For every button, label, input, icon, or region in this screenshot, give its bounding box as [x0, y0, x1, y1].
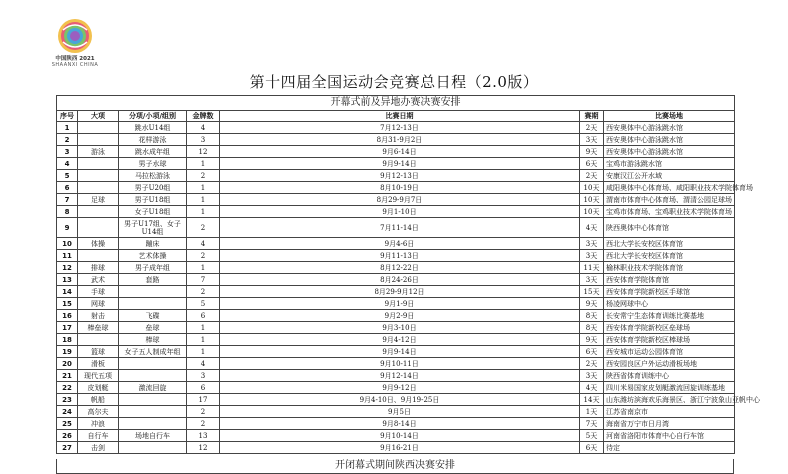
- cell-category: 体操: [78, 238, 119, 250]
- cell-category: 帆船: [78, 394, 119, 406]
- table-header-row: [57, 111, 735, 122]
- cell-venue: 西安城市运动公园体育馆: [604, 346, 735, 358]
- cell-dates: 7月11-14日: [220, 218, 580, 238]
- cell-days: 9天: [580, 146, 604, 158]
- cell-sub: 男子水球: [119, 158, 187, 170]
- table-row: [57, 194, 735, 206]
- cell-dates: 9月9-12日: [220, 382, 580, 394]
- cell-dates: 8月10-19日: [220, 182, 580, 194]
- header-dates: 比赛日期: [220, 111, 580, 122]
- cell-dates: 9月9-14日: [220, 346, 580, 358]
- cell-dates: 9月10-14日: [220, 430, 580, 442]
- cell-venue: 长安常宁生态体育训练比赛基地: [604, 310, 735, 322]
- cell-days: 6天: [580, 442, 604, 454]
- cell-dates: 9月16-21日: [220, 442, 580, 454]
- cell-no: 27: [57, 442, 78, 454]
- section-top-heading: 开幕式前及异地办赛决赛安排: [57, 96, 735, 111]
- cell-days: 2天: [580, 122, 604, 134]
- cell-days: 7天: [580, 418, 604, 430]
- cell-dates: 9月4-6日: [220, 238, 580, 250]
- cell-no: 3: [57, 146, 78, 158]
- cell-category: 手球: [78, 286, 119, 298]
- cell-venue: 四川米易国家皮划艇激流回旋训练基地: [604, 382, 735, 394]
- cell-category: [78, 218, 119, 238]
- cell-days: 10天: [580, 206, 604, 218]
- header-no: 序号: [57, 111, 78, 122]
- cell-sub: 蹦床: [119, 238, 187, 250]
- cell-no: 11: [57, 250, 78, 262]
- table-row: [57, 122, 735, 134]
- cell-dates: 8月24-26日: [220, 274, 580, 286]
- cell-venue: 渭南市体育中心体育场、渭清公园足球场: [604, 194, 735, 206]
- cell-category: 足球: [78, 194, 119, 206]
- cell-dates: 9月1-9日: [220, 298, 580, 310]
- table-row: [57, 346, 735, 358]
- cell-no: 7: [57, 194, 78, 206]
- table-row: [57, 182, 735, 194]
- cell-medals: 13: [187, 430, 220, 442]
- cell-no: 25: [57, 418, 78, 430]
- cell-days: 3天: [580, 250, 604, 262]
- cell-medals: 7: [187, 274, 220, 286]
- cell-venue: 待定: [604, 442, 735, 454]
- cell-days: 1天: [580, 406, 604, 418]
- cell-category: 滑板: [78, 358, 119, 370]
- cell-category: [78, 182, 119, 194]
- cell-dates: 9月9-14日: [220, 158, 580, 170]
- cell-no: 19: [57, 346, 78, 358]
- cell-medals: 2: [187, 170, 220, 182]
- cell-category: 自行车: [78, 430, 119, 442]
- cell-medals: 12: [187, 146, 220, 158]
- cell-no: 6: [57, 182, 78, 194]
- cell-days: 10天: [580, 182, 604, 194]
- cell-no: 23: [57, 394, 78, 406]
- table-row: [57, 170, 735, 182]
- table-row: [57, 218, 735, 238]
- cell-sub: 男子U17组、女子U14组: [119, 218, 187, 238]
- cell-sub: 棒球: [119, 334, 187, 346]
- cell-days: 4天: [580, 218, 604, 238]
- table-body: [57, 122, 760, 454]
- logo-line2: SHAANXI CHINA: [51, 62, 99, 68]
- cell-medals: 4: [187, 358, 220, 370]
- table-row: [57, 406, 735, 418]
- header-medals: 金牌数: [187, 111, 220, 122]
- table-row: [57, 238, 735, 250]
- cell-days: 3天: [580, 238, 604, 250]
- cell-no: 1: [57, 122, 78, 134]
- table-row: [57, 310, 735, 322]
- cell-medals: 5: [187, 298, 220, 310]
- cell-no: 15: [57, 298, 78, 310]
- schedule-sheet: [56, 95, 760, 454]
- cell-days: 3天: [580, 134, 604, 146]
- cell-sub: [119, 406, 187, 418]
- cell-category: [78, 134, 119, 146]
- cell-no: 16: [57, 310, 78, 322]
- cell-venue: 杨凌网球中心: [604, 298, 735, 310]
- games-logo: [48, 16, 102, 74]
- cell-no: 24: [57, 406, 78, 418]
- cell-venue: 宝鸡市游泳跳水馆: [604, 158, 735, 170]
- cell-medals: 3: [187, 134, 220, 146]
- cell-days: 10天: [580, 194, 604, 206]
- table-row: [57, 146, 735, 158]
- cell-days: 2天: [580, 358, 604, 370]
- cell-category: [78, 158, 119, 170]
- cell-sub: 垒球: [119, 322, 187, 334]
- cell-venue: 陕西奥体中心体育馆: [604, 218, 735, 238]
- cell-days: 8天: [580, 322, 604, 334]
- cell-no: 8: [57, 206, 78, 218]
- cell-venue: 安康汉江公开水域: [604, 170, 735, 182]
- cell-medals: 1: [187, 262, 220, 274]
- table-row: [57, 358, 735, 370]
- cell-medals: 1: [187, 194, 220, 206]
- cell-no: 2: [57, 134, 78, 146]
- cell-venue: 陕西省体育训练中心: [604, 370, 735, 382]
- cell-category: 射击: [78, 310, 119, 322]
- cell-dates: 9月12-14日: [220, 370, 580, 382]
- cell-category: [78, 170, 119, 182]
- cell-venue: 河南省洛阳市体育中心自行车馆: [604, 430, 735, 442]
- cell-sub: [119, 442, 187, 454]
- cell-days: 4天: [580, 382, 604, 394]
- cell-sub: 艺术体操: [119, 250, 187, 262]
- cell-category: 高尔夫: [78, 406, 119, 418]
- cell-medals: 1: [187, 346, 220, 358]
- cell-venue: 西安体育学院新校区手球馆: [604, 286, 735, 298]
- table-row: [57, 206, 735, 218]
- cell-venue: 西安奥体中心游泳跳水馆: [604, 122, 735, 134]
- cell-no: 22: [57, 382, 78, 394]
- section-bottom-heading: 开闭幕式期间陕西决赛安排: [56, 459, 734, 474]
- cell-dates: 9月5日: [220, 406, 580, 418]
- table-row: [57, 250, 735, 262]
- table-row: [57, 382, 735, 394]
- cell-venue: 西安奥体中心游泳跳水馆: [604, 134, 735, 146]
- cell-sub: 跳水成年组: [119, 146, 187, 158]
- cell-medals: 4: [187, 122, 220, 134]
- header-days: 赛期: [580, 111, 604, 122]
- cell-medals: 2: [187, 406, 220, 418]
- cell-dates: 8月29-9月12日: [220, 286, 580, 298]
- header-sub: 分项/小项/组别: [119, 111, 187, 122]
- cell-medals: 1: [187, 182, 220, 194]
- table-row: [57, 298, 735, 310]
- cell-dates: 9月10-11日: [220, 358, 580, 370]
- cell-venue: 海南省万宁市日月湾: [604, 418, 735, 430]
- cell-category: 击剑: [78, 442, 119, 454]
- table-row: [57, 322, 735, 334]
- cell-category: [78, 334, 119, 346]
- cell-no: 17: [57, 322, 78, 334]
- cell-medals: 1: [187, 334, 220, 346]
- cell-dates: 9月4-12日: [220, 334, 580, 346]
- cell-venue: 西安园良区户外运动滑板场地: [604, 358, 735, 370]
- cell-no: 20: [57, 358, 78, 370]
- cell-days: 11天: [580, 262, 604, 274]
- cell-medals: 2: [187, 218, 220, 238]
- cell-dates: 8月29-9月7日: [220, 194, 580, 206]
- cell-venue: 榆林职业技术学院体育馆: [604, 262, 735, 274]
- cell-dates: 9月2-9日: [220, 310, 580, 322]
- header-venue: 比赛场地: [604, 111, 735, 122]
- cell-no: 10: [57, 238, 78, 250]
- cell-dates: 9月1-10日: [220, 206, 580, 218]
- cell-dates: 7月12-13日: [220, 122, 580, 134]
- cell-category: 现代五项: [78, 370, 119, 382]
- cell-category: 排球: [78, 262, 119, 274]
- cell-venue: 西北大学长安校区体育馆: [604, 238, 735, 250]
- cell-venue: 西安奥体中心游泳跳水馆: [604, 146, 735, 158]
- cell-sub: 飞碟: [119, 310, 187, 322]
- table-row: [57, 394, 735, 406]
- cell-no: 13: [57, 274, 78, 286]
- cell-venue: 江苏省南京市: [604, 406, 735, 418]
- cell-sub: 男子U20组: [119, 182, 187, 194]
- cell-medals: 4: [187, 238, 220, 250]
- cell-sub: 男子成年组: [119, 262, 187, 274]
- cell-category: 游泳: [78, 146, 119, 158]
- cell-no: 12: [57, 262, 78, 274]
- cell-sub: 激流回旋: [119, 382, 187, 394]
- cell-medals: 1: [187, 158, 220, 170]
- cell-sub: [119, 286, 187, 298]
- cell-days: 6天: [580, 346, 604, 358]
- cell-no: 9: [57, 218, 78, 238]
- cell-days: 6天: [580, 158, 604, 170]
- cell-dates: 9月11-13日: [220, 250, 580, 262]
- table-row: [57, 274, 735, 286]
- cell-dates: 8月12-22日: [220, 262, 580, 274]
- cell-sub: [119, 394, 187, 406]
- cell-venue: 西安体育学院新校区垒球场: [604, 322, 735, 334]
- cell-days: 5天: [580, 430, 604, 442]
- cell-sub: 跳水U14组: [119, 122, 187, 134]
- cell-category: 冲浪: [78, 418, 119, 430]
- cell-medals: 1: [187, 322, 220, 334]
- cell-sub: [119, 298, 187, 310]
- cell-days: 8天: [580, 310, 604, 322]
- cell-sub: 套路: [119, 274, 187, 286]
- cell-sub: 场地自行车: [119, 430, 187, 442]
- table-row: [57, 134, 735, 146]
- cell-medals: 2: [187, 418, 220, 430]
- cell-days: 3天: [580, 370, 604, 382]
- cell-medals: 6: [187, 382, 220, 394]
- table-row: [57, 286, 735, 298]
- cell-category: [78, 250, 119, 262]
- page-title: 第十四届全国运动会竞赛总日程（2.0版）: [249, 73, 539, 91]
- cell-venue: 西安体育学院体育馆: [604, 274, 735, 286]
- cell-category: [78, 206, 119, 218]
- cell-sub: [119, 370, 187, 382]
- header-category: 大项: [78, 111, 119, 122]
- cell-medals: 2: [187, 286, 220, 298]
- cell-venue: 咸阳奥体中心体育场、咸阳职业技术学院体育场: [604, 182, 735, 194]
- cell-days: 9天: [580, 334, 604, 346]
- cell-no: 18: [57, 334, 78, 346]
- cell-dates: 9月12-13日: [220, 170, 580, 182]
- cell-venue: 宝鸡市体育场、宝鸡职业技术学院体育场: [604, 206, 735, 218]
- cell-venue: 山东潍坊滨海欢乐海景区、浙江宁波象山亚帆中心: [604, 394, 735, 406]
- table-row: [57, 418, 735, 430]
- cell-dates: 9月6-14日: [220, 146, 580, 158]
- cell-medals: 17: [187, 394, 220, 406]
- logo-line1: 中国陕西 2021: [55, 56, 95, 62]
- cell-no: 21: [57, 370, 78, 382]
- cell-medals: 3: [187, 370, 220, 382]
- cell-category: 武术: [78, 274, 119, 286]
- cell-sub: 女子五人制成年组: [119, 346, 187, 358]
- cell-venue: 西安体育学院新校区棒球场: [604, 334, 735, 346]
- cell-category: [78, 122, 119, 134]
- cell-sub: [119, 358, 187, 370]
- cell-no: 14: [57, 286, 78, 298]
- schedule-table: [56, 95, 760, 454]
- table-row: [57, 158, 735, 170]
- cell-medals: 6: [187, 310, 220, 322]
- cell-days: 14天: [580, 394, 604, 406]
- cell-dates: 9月4-10日、9月19-25日: [220, 394, 580, 406]
- cell-no: 4: [57, 158, 78, 170]
- cell-sub: 男子U18组: [119, 194, 187, 206]
- table-row: [57, 370, 735, 382]
- cell-medals: 1: [187, 206, 220, 218]
- cell-no: 5: [57, 170, 78, 182]
- cell-sub: [119, 418, 187, 430]
- games-emblem-icon: [53, 16, 97, 56]
- cell-dates: 8月31-9月2日: [220, 134, 580, 146]
- cell-category: 皮划艇: [78, 382, 119, 394]
- cell-sub: 马拉松游泳: [119, 170, 187, 182]
- cell-days: 15天: [580, 286, 604, 298]
- cell-no: 26: [57, 430, 78, 442]
- table-row: [57, 430, 735, 442]
- cell-days: 9天: [580, 298, 604, 310]
- cell-medals: 2: [187, 250, 220, 262]
- table-row: [57, 334, 735, 346]
- cell-venue: 西北大学长安校区体育馆: [604, 250, 735, 262]
- cell-sub: 花样游泳: [119, 134, 187, 146]
- cell-dates: 9月8-14日: [220, 418, 580, 430]
- cell-dates: 9月3-10日: [220, 322, 580, 334]
- cell-category: 篮球: [78, 346, 119, 358]
- cell-category: 棒垒球: [78, 322, 119, 334]
- cell-medals: 12: [187, 442, 220, 454]
- cell-category: 网球: [78, 298, 119, 310]
- cell-sub: 女子U18组: [119, 206, 187, 218]
- table-row: [57, 262, 735, 274]
- cell-days: 2天: [580, 170, 604, 182]
- cell-days: 3天: [580, 274, 604, 286]
- table-row: [57, 442, 735, 454]
